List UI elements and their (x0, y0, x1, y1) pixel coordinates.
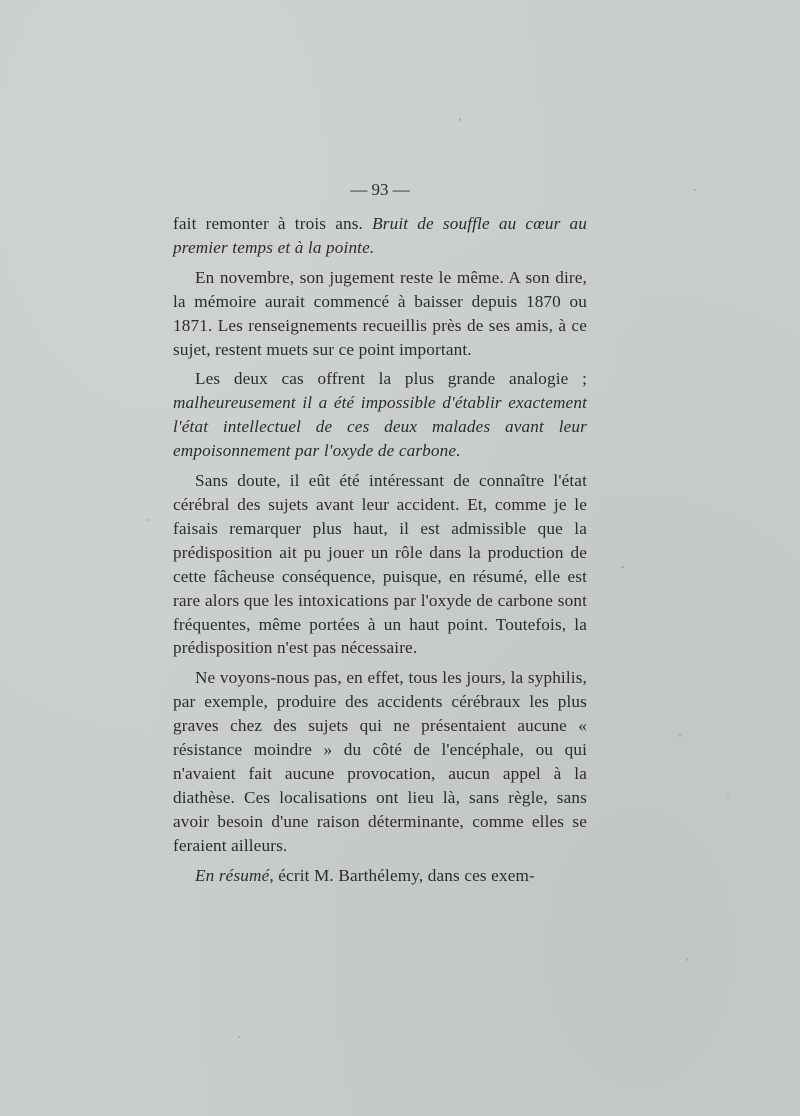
scan-speck (686, 958, 688, 961)
body-text: fait remonter à trois ans. (173, 214, 373, 233)
scan-speck (238, 1036, 240, 1038)
paragraph-list (173, 212, 587, 887)
scan-speck (727, 796, 729, 798)
scan-speck (621, 566, 624, 568)
scan-speck (146, 519, 148, 521)
scan-speck (459, 118, 461, 121)
text-block (173, 176, 587, 893)
scan-speck (694, 189, 696, 191)
italic-text: En résumé, (195, 865, 274, 885)
paragraph-p1 (173, 212, 587, 260)
italic-text: malheureusement il a été impossible d'établir exactement l'état intellectuel de ces deux malades avant leur empoisonnement par l'oxyde de carbone. (173, 393, 587, 461)
scan-speck (589, 975, 591, 977)
body-text: écrit M. Barthélemy, dans ces exem- (273, 865, 535, 885)
body-text: Ne voyons-nous pas, en effet, tous les jours, la syphilis, par exemple, produire des accidents cérébraux les plus graves chez des sujets qui ne présentaient aucune « résistance moindre » du côté de l'encéphale, ou qui n'avaient fait aucune provocation, aucun appel à la diathèse. Ces localisations ont lieu là, sans règle, sans avoir besoin d'une raison déterminante, comme elles se feraient ailleurs. (173, 668, 587, 855)
paragraph-p5 (173, 666, 587, 857)
paragraph-p6 (173, 864, 587, 888)
scan-speck (679, 734, 681, 737)
paragraph-p4 (173, 469, 587, 660)
page-number: — 93 — (350, 180, 410, 199)
italic-text: Bruit de souffle au cœur au premier temps et à la pointe. (173, 214, 587, 257)
paragraph-p2 (173, 266, 587, 362)
body-text: Sans doute, il eût été intéressant de connaître l'état cérébral des sujets avant leur accident. Et, comme je le faisais remarquer plus haut, il est admissible que la prédisposition ait pu jouer un rôle dans la production de cette fâcheuse conséquence, puisque, en résumé, elle est rare alors que les intoxications par l'oxyde de carbone sont fréquentes, même portées à un haut point. Toutefois, la prédisposition n'est pas nécessaire. (173, 471, 587, 658)
paragraph-p3 (173, 367, 587, 463)
body-text: Les deux cas offrent la plus grande analogie ; (195, 369, 587, 389)
body-text: En novembre, son jugement reste le même. A son dire, la mémoire aurait commencé à baisser depuis 1870 ou 1871. Les renseignements recueillis près de ses amis, à ce sujet, restent muets sur ce point important. (173, 267, 587, 359)
